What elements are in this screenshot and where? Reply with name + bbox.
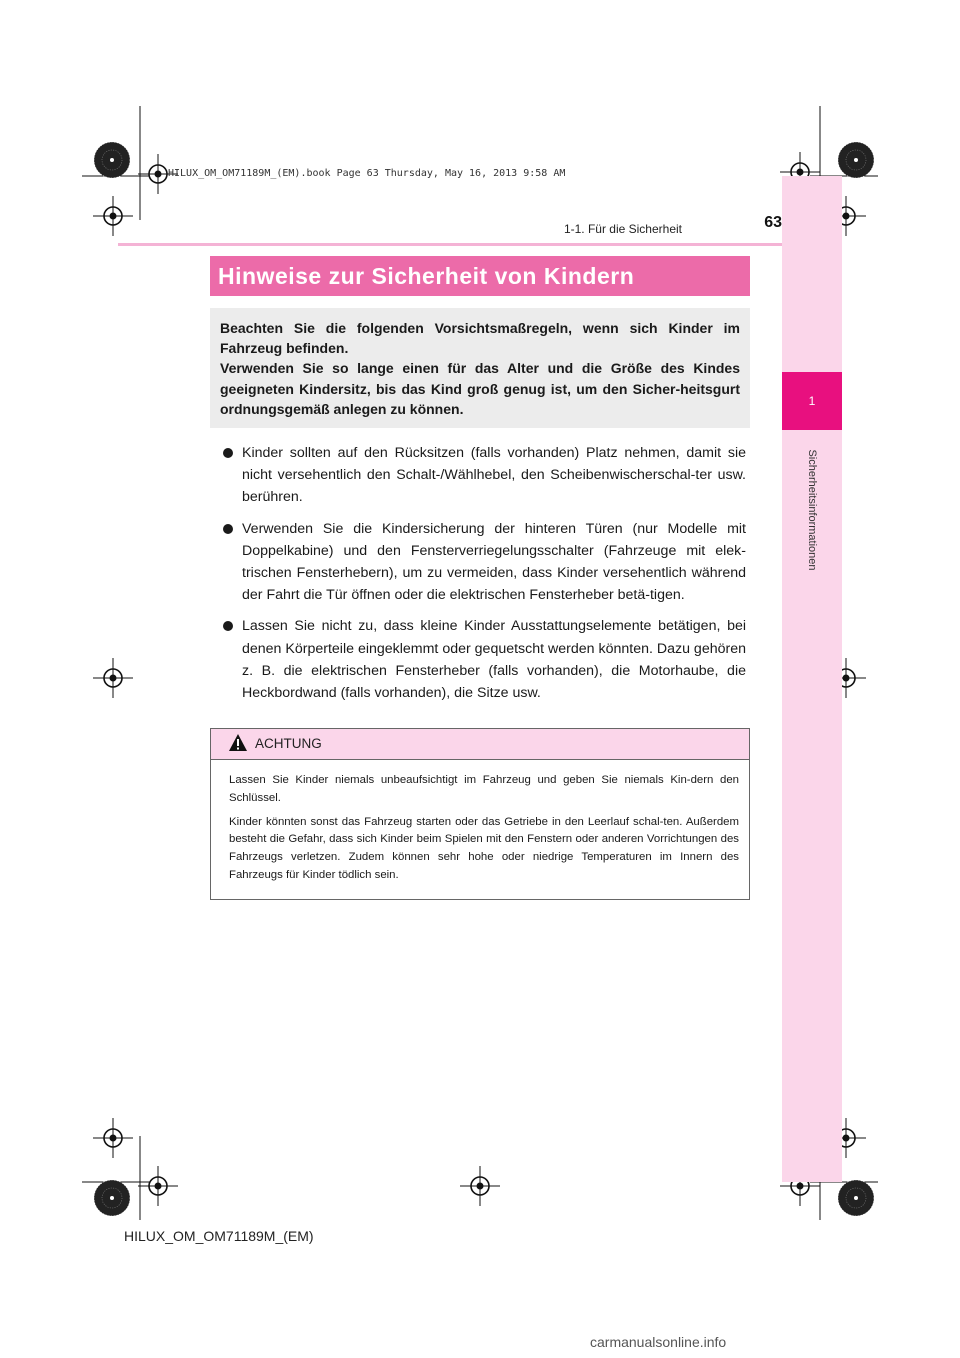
bullet-text: Verwenden Sie die Kindersicherung der hinteren Türen (nur Modelle mit Doppelkabine) und den Fensterverriegelungsschalter (Fahrzeuge mit elek-trischen Fensterhebern), um zu vermeiden, dass Kinder versehentlich während der Fahrt die Tür öffnen oder die elektrischen Fensterheber betä-tigen. bbox=[242, 520, 746, 604]
chapter-number: 1 bbox=[808, 394, 816, 408]
bullet-icon bbox=[223, 524, 233, 534]
warning-paragraph: Kinder könnten sonst das Fahrzeug starten oder das Getriebe in den Leerlauf schal-ten. Außerdem besteht die Gefahr, dass sich Kinder beim Spielen mit den Fenstern oder anderen Vorrichtungen des Fahrzeugs verletzen. Zudem können sehr hohe oder niedrige Temperaturen im Innern des Fahrzeugs für Kinder tödlich sein. bbox=[229, 815, 739, 881]
bullet-icon bbox=[223, 448, 233, 458]
list-item bbox=[222, 442, 746, 509]
section-path: 1-1. Für die Sicherheit bbox=[563, 222, 682, 236]
bullet-list bbox=[222, 442, 746, 713]
print-header: HILUX_OM_OM71189M_(EM).book Page 63 Thursday, May 16, 2013 9:58 AM bbox=[168, 168, 566, 179]
chapter-title: Sicherheitsinformationen bbox=[806, 449, 818, 571]
warning-triangle-icon bbox=[228, 733, 248, 752]
intro-paragraph: Verwenden Sie so lange einen für das Alter und die Größe des Kindes geeigneten Kindersitz, bis das Kind groß genug ist, um den Sicher-heitsgurt ordnungsgemäß anlegen zu können. bbox=[220, 360, 740, 417]
warning-body bbox=[211, 760, 749, 885]
document-id: HILUX_OM_OM71189M_(EM) bbox=[124, 1228, 314, 1244]
list-item bbox=[222, 518, 746, 607]
list-item bbox=[222, 615, 746, 704]
bullet-text: Lassen Sie nicht zu, dass kleine Kinder Ausstattungselemente betätigen, bei denen Körperteile eingeklemmt oder gequetscht werden könnten. Dazu gehören z. B. die elektrischen Fensterheber (falls vorhanden), die Motorhaube, die Heckbordwand (falls vorhanden), die Sitze usw. bbox=[242, 618, 746, 702]
chapter-side-band bbox=[782, 176, 842, 1182]
intro-box bbox=[210, 308, 750, 428]
page-number: 63 bbox=[764, 214, 782, 231]
chapter-tab bbox=[782, 372, 842, 430]
header-rule bbox=[118, 243, 782, 246]
warning-paragraph: Lassen Sie Kinder niemals unbeaufsichtigt im Fahrzeug und geben Sie niemals Kin-dern den Schlüssel. bbox=[229, 774, 739, 804]
warning-label: ACHTUNG bbox=[255, 736, 322, 751]
warning-box bbox=[210, 728, 750, 900]
page-title: Hinweise zur Sicherheit von Kindern bbox=[210, 256, 750, 296]
bullet-icon bbox=[223, 621, 233, 631]
bullet-text: Kinder sollten auf den Rücksitzen (falls vorhanden) Platz nehmen, damit sie nicht versehentlich den Schalt-/Wählhebel, den Scheibenwischerschal-ter usw. berühren. bbox=[242, 445, 746, 506]
warning-header bbox=[211, 729, 749, 760]
intro-paragraph: Beachten Sie die folgenden Vorsichtsmaßregeln, wenn sich Kinder im Fahrzeug befinden. bbox=[220, 320, 740, 357]
watermark: carmanualsonline.info bbox=[590, 1334, 727, 1350]
